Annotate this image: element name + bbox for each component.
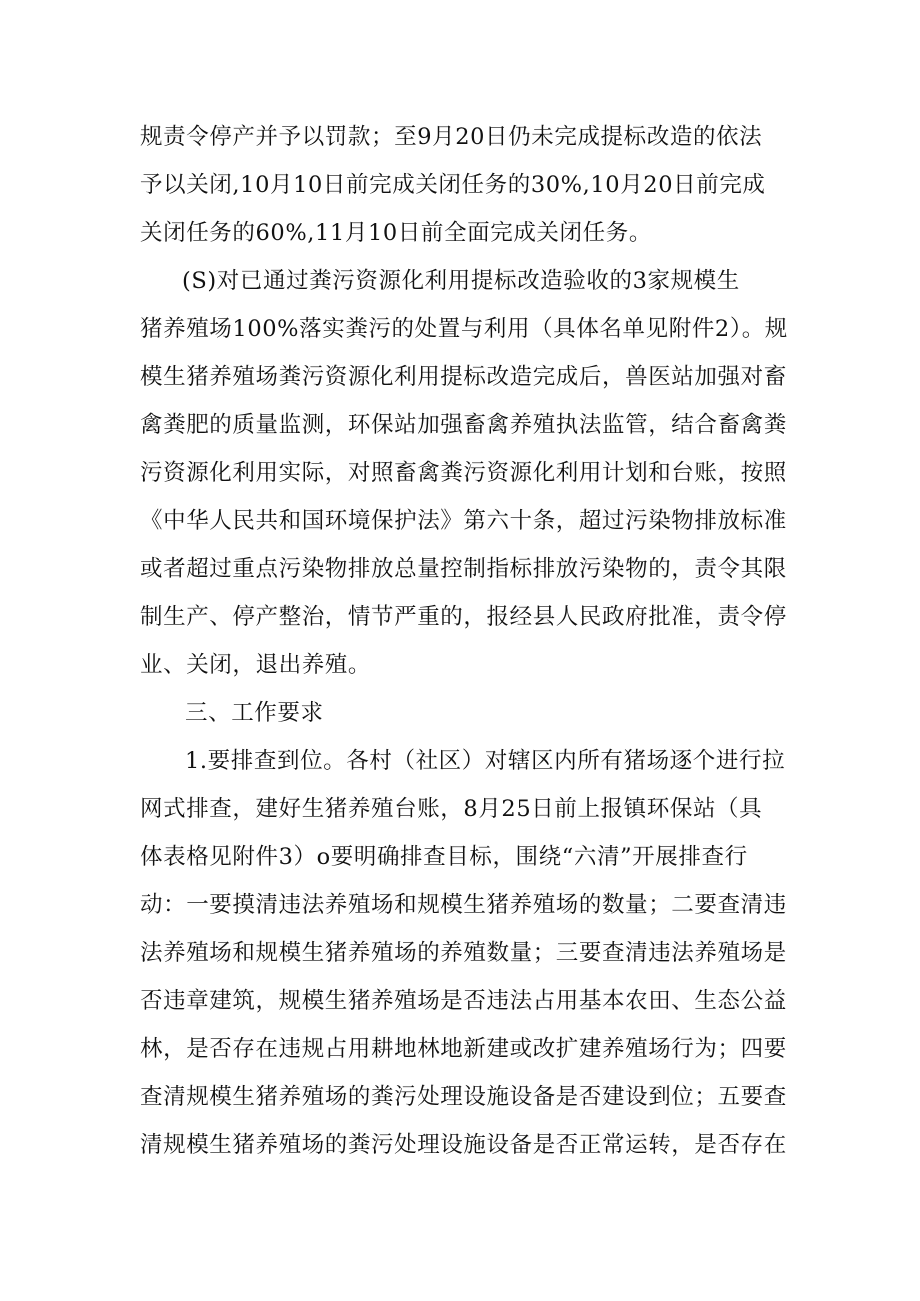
paragraph-start-line: (S)对已通过粪污资源化利用提标改造验收的3家规模生 [182, 268, 740, 294]
body-line: 或者超过重点污染物排放总量控制指标排放污染物的，责令其限 [140, 556, 787, 582]
body-line: 清规模生猪养殖场的粪污处理设施设备是否正常运转，是否存在 [140, 1132, 787, 1158]
body-line: 模生猪养殖场粪污资源化利用提标改造完成后，兽医站加强对畜 [140, 364, 787, 390]
body-line: 否违章建筑，规模生猪养殖场是否违法占用基本农田、生态公益 [140, 988, 787, 1014]
body-line: 网式排查，建好生猪养殖台账，8月25日前上报镇环保站（具 [140, 796, 763, 822]
paragraph-start-line: 1.要排查到位。各村（社区）对辖区内所有猪场逐个进行拉 [185, 748, 786, 774]
body-line: 林，是否存在违规占用耕地林地新建或改扩建养殖场行为；四要 [140, 1036, 787, 1062]
body-line: 制生产、停产整治，情节严重的，报经县人民政府批准，责令停 [140, 604, 787, 630]
body-line: 禽粪肥的质量监测，环保站加强畜禽养殖执法监管，结合畜禽粪 [140, 412, 787, 438]
body-line: 法养殖场和规模生猪养殖场的养殖数量；三要查清违法养殖场是 [140, 940, 787, 966]
body-line: 《中华人民共和国环境保护法》第六十条，超过污染物排放标准 [140, 508, 787, 534]
section-heading: 三、工作要求 [185, 700, 324, 726]
body-line: 予以关闭,10月10日前完成关闭任务的30%,10月20日前完成 [140, 172, 766, 198]
body-line: 业、关闭，退出养殖。 [140, 652, 372, 678]
body-line: 猪养殖场100%落实粪污的处置与利用（具体名单见附件2）。规 [140, 316, 788, 342]
body-line: 查清规模生猪养殖场的粪污处理设施设备是否建设到位；五要查 [140, 1084, 787, 1110]
body-line: 关闭任务的60%,11月10日前全面完成关闭任务。 [140, 220, 652, 246]
body-line: 污资源化利用实际，对照畜禽粪污资源化利用计划和台账，按照 [140, 460, 787, 486]
body-line: 规责令停产并予以罚款；至9月20日仍未完成提标改造的依法 [140, 124, 763, 150]
body-line: 动：一要摸清违法养殖场和规模生猪养殖场的数量；二要查清违 [140, 892, 787, 918]
body-line: 体表格见附件3）o要明确排查目标，围绕“六清”开展排查行 [140, 844, 748, 870]
document-body [140, 113, 790, 1169]
